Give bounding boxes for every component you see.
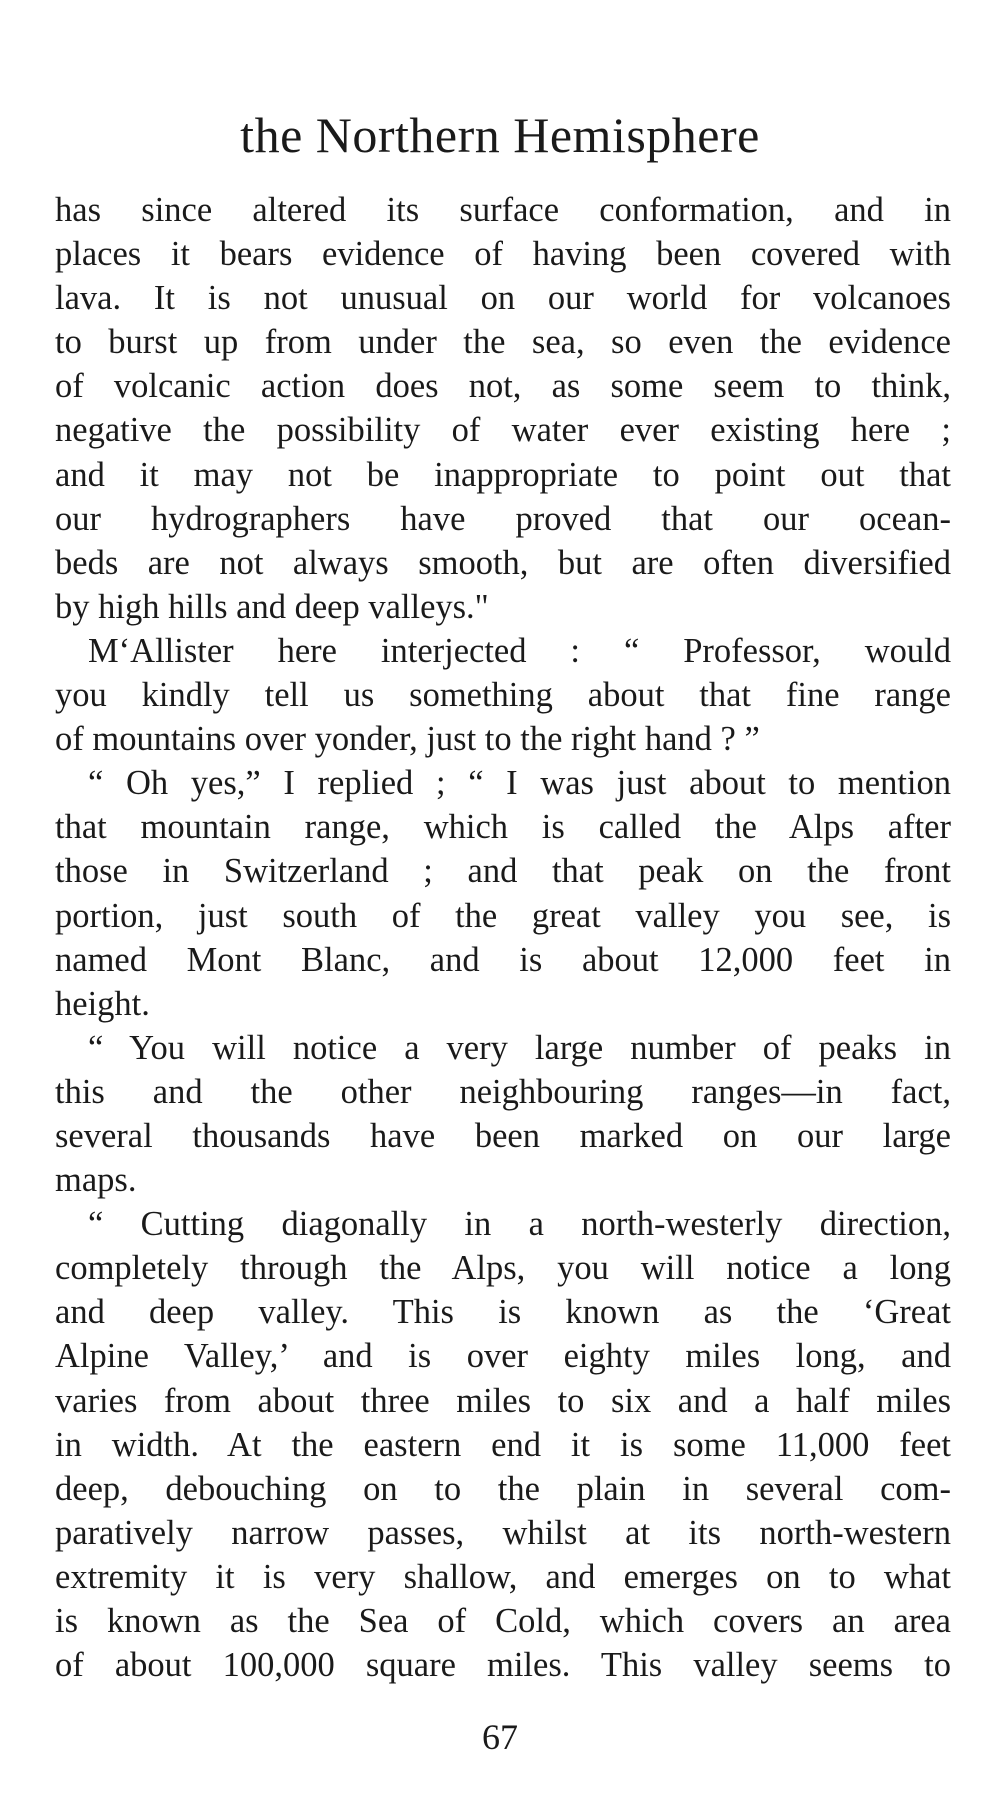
text-line: by high hills and deep valleys." (55, 587, 489, 626)
text-line: maps. (55, 1161, 137, 1200)
text-line: completely through the Alps, you will notice a long (55, 1249, 951, 1288)
paragraph-4 (55, 1026, 951, 1202)
page-number: 67 (482, 1717, 518, 1757)
text-line: is known as the Sea of Cold, which covers an area (55, 1602, 951, 1640)
text-line: has since altered its surface conformation, and in (55, 191, 951, 229)
paragraph-3 (55, 761, 951, 1026)
text-line: places it bears evidence of having been covered with (55, 235, 951, 274)
text-line: of about 100,000 square miles. This valley seems to (55, 1646, 951, 1685)
text-line: and deep valley. This is known as the ‘Great (55, 1293, 951, 1332)
text-line: extremity it is very shallow, and emerges on to what (55, 1557, 951, 1596)
text-line: “ Cutting diagonally in a north-westerly direction, (88, 1205, 951, 1244)
text-line: to burst up from under the sea, so even the evidence (55, 323, 951, 362)
text-line: deep, debouching on to the plain in several com- (55, 1469, 951, 1508)
text-line: “ You will notice a very large number of peaks in (88, 1028, 951, 1067)
text-line: “ Oh yes,” I replied ; “ I was just about to mention (88, 764, 951, 803)
text-line: you kindly tell us something about that fine range (55, 676, 951, 715)
text-line: our hydrographers have proved that our ocean- (55, 499, 951, 538)
text-line: named Mont Blanc, and is about 12,000 feet in (55, 940, 951, 979)
text-line: that mountain range, which is called the Alps after (55, 808, 951, 847)
running-head: the Northern Hemisphere (240, 107, 760, 163)
text-line: several thousands have been marked on our large (55, 1116, 951, 1155)
text-line: paratively narrow passes, whilst at its north-western (55, 1513, 951, 1552)
body-text (55, 188, 951, 1687)
text-line: beds are not always smooth, but are often diversified (55, 543, 951, 582)
text-line: lava. It is not unusual on our world for volcanoes (55, 279, 951, 318)
text-line: those in Switzerland ; and that peak on the front (55, 852, 951, 891)
paragraph-2 (55, 629, 951, 761)
text-line: M‘Allister here interjected : “ Professor, would (88, 631, 951, 670)
paragraph-5 (55, 1202, 951, 1687)
text-line: of volcanic action does not, as some seem to think, (55, 367, 951, 406)
text-line: of mountains over yonder, just to the right hand ? ” (55, 720, 760, 759)
text-line: Alpine Valley,’ and is over eighty miles long, and (55, 1337, 951, 1376)
paragraph-1 (55, 188, 951, 629)
text-line: this and the other neighbouring ranges—in fact, (55, 1072, 951, 1111)
text-line: varies from about three miles to six and a half miles (55, 1381, 951, 1420)
text-line: and it may not be inappropriate to point out that (55, 455, 951, 494)
text-line: height. (55, 984, 150, 1023)
text-line: portion, just south of the great valley you see, is (55, 896, 951, 935)
text-line: in width. At the eastern end it is some 11,000 feet (55, 1425, 951, 1464)
text-line: negative the possibility of water ever existing here ; (55, 411, 951, 450)
